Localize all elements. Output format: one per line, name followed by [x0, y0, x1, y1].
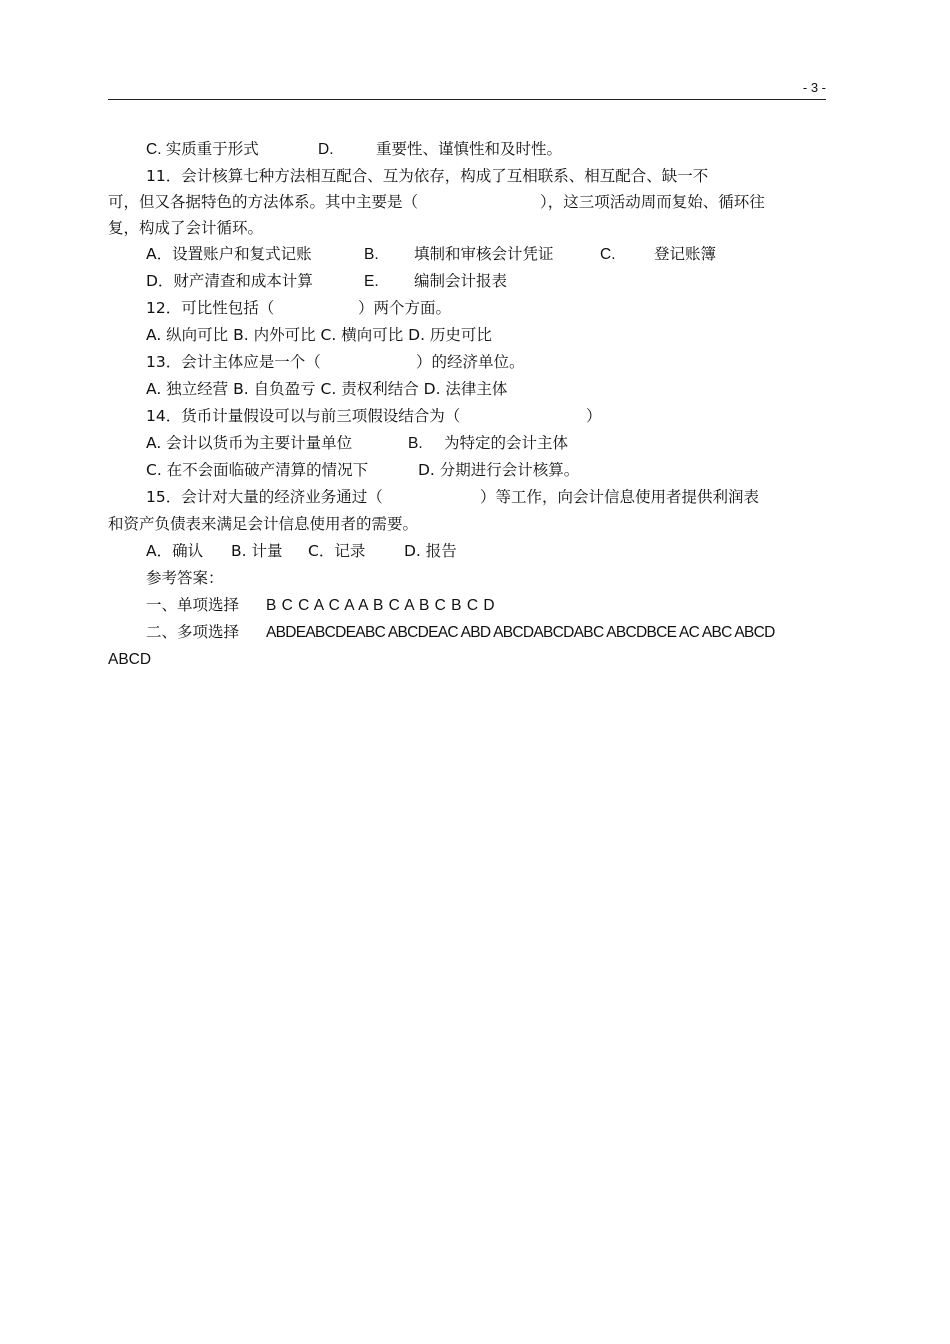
answers-heading: 参考答案：: [146, 569, 224, 587]
q15-line-2: 和资产负债表来满足会计信息使用者的需要。: [108, 515, 419, 533]
q10-option-d: 重要性、谨慎性和及时性。: [376, 140, 563, 158]
q14-options-row-1: A. 会计以货币为主要计量单位 B. 为特定的会计主体: [146, 434, 569, 452]
answers-multi-choice: 二、多项选择 ABDEABCDEABC ABCDEAC ABD ABCDABCDABC ABCDBCE AC ABC ABCD: [146, 623, 775, 641]
q14-stem: 14．货币计量假设可以与前三项假设结合为（ ）: [146, 407, 602, 425]
q11-options-row-2: D．财产清查和成本计算 E. 编制会计报表: [146, 272, 508, 290]
q13-stem: 13．会计主体应是一个（ ）的经济单位。: [146, 353, 525, 371]
q15-line-1: 15．会计对大量的经济业务通过（ ）等工作，向会计信息使用者提供利润表: [146, 488, 760, 506]
answers-single-choice: 一、单项选择 B C C A C A A B C A B C B C D: [146, 596, 496, 614]
q11-line-1: 11．会计核算七种方法相互配合、互为依存，构成了互相联系、相互配合、缺一不: [146, 167, 709, 185]
q10-option-c: C. 实质重于形式: [146, 141, 259, 158]
q10-options: [108, 136, 843, 163]
q12-options: A. 纵向可比 B. 内外可比 C. 横向可比 D. 历史可比: [146, 326, 492, 344]
q10-option-d-label: D.: [318, 141, 334, 158]
q15-options: A．确认 B. 计量 C．记录 D. 报告: [146, 542, 457, 560]
answers-multi-choice-cont: ABCD: [108, 651, 152, 668]
q12-stem: 12．可比性包括（ ）两个方面。: [146, 299, 452, 317]
header-rule: [108, 99, 826, 100]
q11-options-row-1: A．设置账户和复式记账 B. 填制和审核会计凭证 C. 登记账簿: [146, 245, 717, 263]
q11-line-3: 复，构成了会计循环。: [108, 219, 264, 237]
q13-options: A. 独立经营 B. 自负盈亏 C. 责权利结合 D. 法律主体: [146, 380, 508, 398]
page-number: - 3 -: [802, 80, 826, 95]
q14-options-row-2: C. 在不会面临破产清算的情况下 D. 分期进行会计核算。: [146, 461, 580, 479]
q11-line-2: 可，但又各据特色的方法体系。其中主要是（ ），这三项活动周而复始、循环往: [108, 193, 765, 211]
document-body: [108, 136, 843, 673]
